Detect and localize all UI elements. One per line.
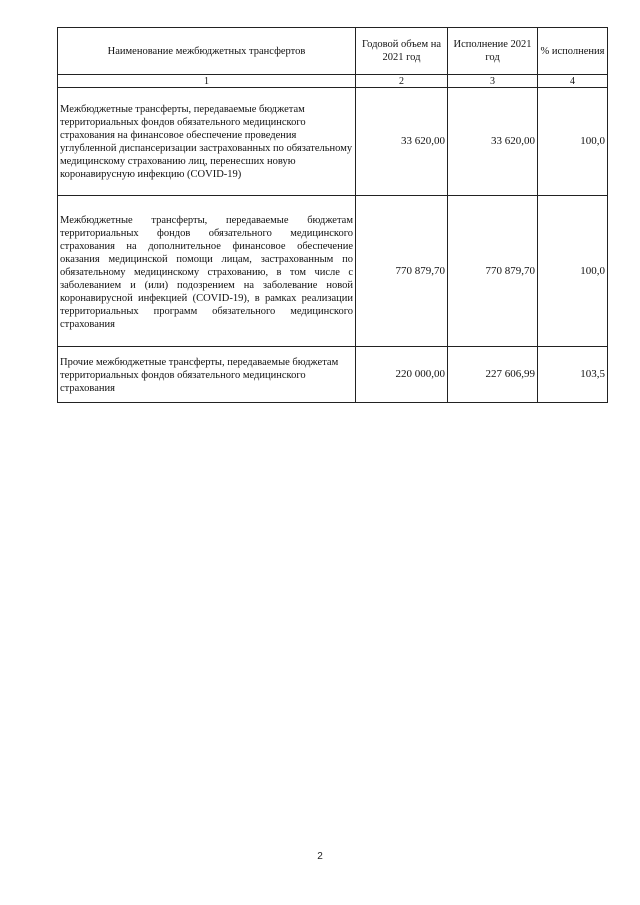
header-name: Наименование межбюджетных трансфертов: [58, 28, 356, 75]
column-number: 4: [538, 75, 608, 88]
row-plan-value: 220 000,00: [356, 347, 448, 403]
row-plan-value: 33 620,00: [356, 88, 448, 196]
row-name: Прочие межбюджетные трансферты, передаваемые бюджетам территориальных фондов обязательного медицинского страхования: [58, 347, 356, 403]
header-plan: Годовой объем на 2021 год: [356, 28, 448, 75]
column-number: 3: [448, 75, 538, 88]
row-plan-value: 770 879,70: [356, 196, 448, 347]
row-execution-value: 33 620,00: [448, 88, 538, 196]
row-percent-value: 103,5: [538, 347, 608, 403]
table-row: [58, 347, 608, 403]
row-name: Межбюджетные трансферты, передаваемые бюджетам территориальных фондов обязательного медицинского страхования на финансовое обеспечение проведения углубленной диспансеризации застрахованных по обязательному медицинскому страхованию лиц, перенесших новую коронавирусную инфекцию (COVID-19): [58, 88, 356, 196]
table-row: [58, 88, 608, 196]
row-execution-value: 770 879,70: [448, 196, 538, 347]
header-execution: Исполнение 2021 год: [448, 28, 538, 75]
header-percent: % исполнения: [538, 28, 608, 75]
column-number: 1: [58, 75, 356, 88]
table-header-row: [58, 28, 608, 75]
row-percent-value: 100,0: [538, 196, 608, 347]
transfers-table: [57, 27, 608, 403]
column-number-row: [58, 75, 608, 88]
row-execution-value: 227 606,99: [448, 347, 538, 403]
column-number: 2: [356, 75, 448, 88]
page-number: 2: [317, 851, 323, 862]
table-row: [58, 196, 608, 347]
row-percent-value: 100,0: [538, 88, 608, 196]
row-name: Межбюджетные трансферты, передаваемые бюджетам территориальных фондов обязательного медицинского страхования на дополнительное финансовое обеспечение оказания медицинской помощи лицам, застрахованным по обязательному медицинскому страхованию, в том числе с заболеванием и (или) подозрением на заболевание новой коронавирусной инфекцией (COVID-19), в рамках реализации территориальных программ обязательного медицинского страхования: [58, 196, 356, 347]
